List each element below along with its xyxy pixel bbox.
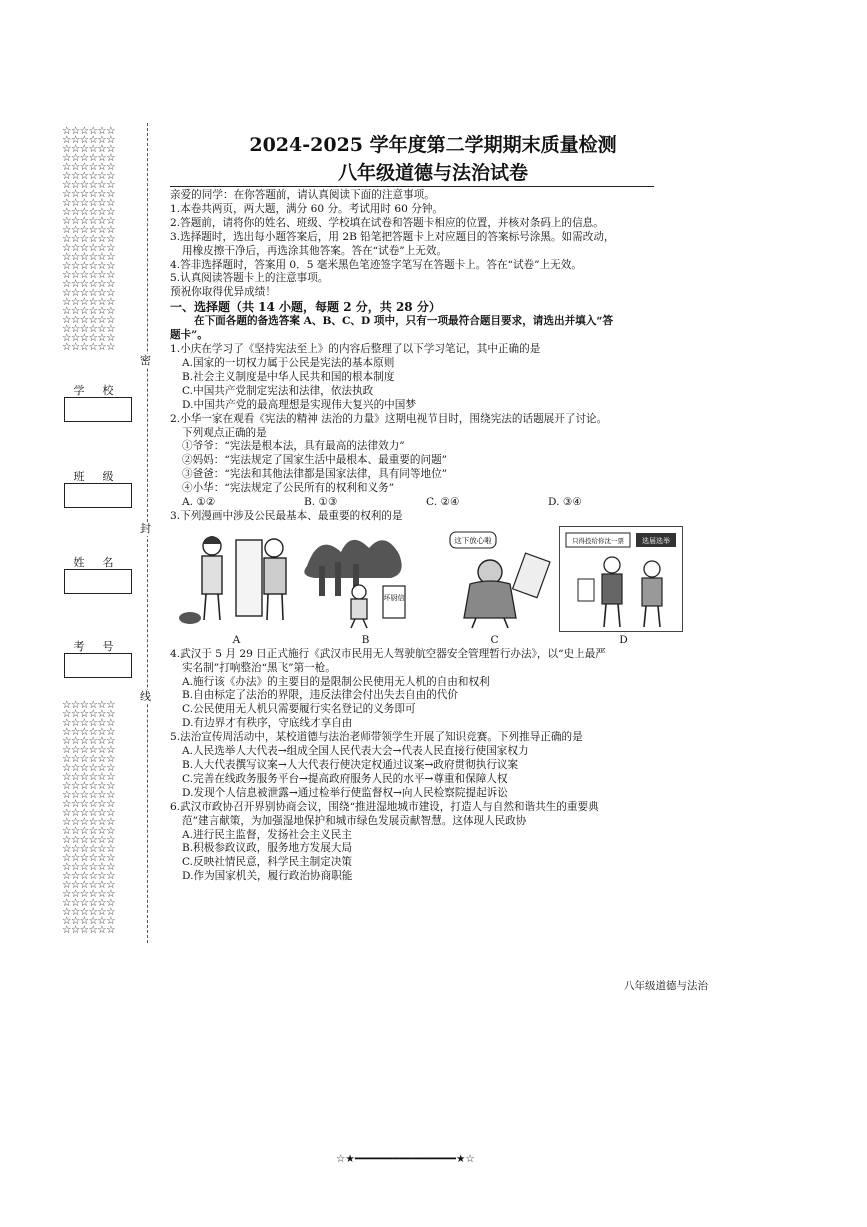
question-option: D.发现个人信息被泄露→通过检举行使监督权→向人民检察院提起诉讼 [182, 786, 508, 799]
cartoon-b-drawing [301, 526, 423, 630]
cartoon-c-bubble: 这下放心啦 [454, 535, 492, 545]
bottom-decoration: ☆★━━━━━━━━━━━━━━━━★☆ [336, 1153, 475, 1165]
cartoon-b [301, 526, 423, 630]
seal-char-feng: 封 [140, 522, 151, 535]
field-label-class: 班级 [73, 470, 132, 483]
question-stem: 5.法治宣传周活动中，某校道德与法治老师带领学生开展了知识竞赛。下列推导正确的是 [170, 731, 583, 744]
notice-line: 预祝你取得优异成绩！ [170, 286, 276, 299]
question-option: B.自由标定了法治的界限，违反法律会付出失去自由的代价 [182, 689, 458, 702]
field-box-class[interactable] [64, 483, 132, 508]
notice-line: 1.本卷共两页，两大题，满分 60 分。考试用时 60 分钟。 [170, 202, 444, 215]
question-option: C.中国共产党制定宪法和法律，依法执政 [182, 384, 374, 397]
field-box-exam-number[interactable] [64, 653, 132, 678]
notice-line: 3.选择题时，选出每小题答案后，用 2B 铅笔把答题卡上对应题目的答案标号涂黑。如需改动， [170, 230, 615, 243]
page-footer-label: 八年级道德与法治 [624, 980, 708, 992]
cartoon-b-sign: 坏厨信 [383, 593, 405, 602]
question-item: ④小华：“宪法规定了公民所有的权利和义务” [182, 482, 395, 495]
notice-line: 5.认真阅读答题卡上的注意事项。 [170, 272, 329, 285]
question-choices [170, 496, 690, 510]
field-box-school[interactable] [64, 397, 132, 422]
question-option: B.积极参政议政，服务地方发展大局 [182, 842, 353, 855]
field-label-school: 学校 [73, 384, 132, 397]
question-stem: 6.武汉市政协召开界别协商会议，围绕“推进湿地城市建设，打造人与自然和谐共生的重要典 [170, 800, 599, 813]
section-instruction: 在下面各题的备选答案 A、B、C、D 项中，只有一项最符合题目要求，请选出并填入“答 [194, 315, 614, 328]
question-stem: 3.下列漫画中涉及公民最基本、最重要的权利的是 [170, 509, 403, 522]
cartoon-d-banner: 只得投给你沈一票 [572, 536, 624, 545]
field-label-exam-number: 考号 [73, 640, 132, 653]
question-stem: 实名制”打响整治“黑飞”第一枪。 [182, 661, 336, 674]
question-option: D.有边界才有秩序，守底线才享自由 [182, 717, 353, 730]
cartoon-d-drawing [560, 527, 682, 631]
cartoon-c [430, 526, 552, 630]
exam-content [170, 189, 690, 884]
choice-d: D. ③④ [548, 496, 582, 509]
question-option: C.反映社情民意，科学民主制定决策 [182, 856, 353, 869]
cartoon-a-drawing [172, 526, 294, 630]
question-stem: 范”建言献策，为加强湿地保护和城市绿色发展贡献智慧。这体现人民政协 [182, 814, 527, 827]
field-label-name: 姓名 [73, 556, 132, 569]
seal-char-mi: 密 [140, 354, 151, 367]
question-option: B.社会主义制度是中华人民共和国的根本制度 [182, 370, 395, 383]
stars-column-bottom: ☆☆☆☆☆☆ ☆☆☆☆☆☆ ☆☆☆☆☆☆ ☆☆☆☆☆☆ ☆☆☆☆☆☆ ☆☆☆☆☆☆ ☆☆☆☆☆☆ ☆☆☆☆☆☆ ☆☆☆☆☆☆ ☆☆☆☆☆☆ ☆☆☆☆☆☆ ☆☆☆☆☆☆ ☆☆☆☆☆☆ ☆☆☆☆☆☆ ☆☆☆☆☆☆ ☆☆☆☆☆☆ ☆☆☆☆☆☆ ☆☆☆☆☆☆ ☆☆☆☆☆☆ ☆☆☆☆☆☆ ☆☆☆☆☆☆ ☆☆☆☆☆☆ ☆☆☆☆☆☆ ☆☆☆☆☆☆ ☆☆☆☆☆☆ ☆☆☆☆☆☆ [62, 699, 115, 936]
choice-c: C. ②④ [426, 496, 460, 509]
question-stem: 1.小庆在学习了《坚持宪法至上》的内容后整理了以下学习笔记，其中正确的是 [170, 343, 541, 356]
section-heading: 一、选择题（共 14 小题，每题 2 分，共 28 分） [170, 300, 441, 315]
question-item: ②妈妈：“宪法规定了国家生活中最根本、最重要的问题” [182, 454, 448, 467]
cartoon-captions [172, 634, 690, 648]
cartoon-caption-b: B [361, 633, 370, 646]
cartoon-c-drawing [430, 526, 552, 630]
field-box-name[interactable] [64, 569, 132, 594]
cartoon-caption-a: A [232, 633, 241, 646]
question-option: D.作为国家机关，履行政治协商职能 [182, 870, 353, 883]
cartoon-d [559, 526, 683, 632]
choice-b: B. ①③ [304, 496, 338, 509]
question-option: B.人大代表撰写议案→人大代表行使决定权通过议案→政府贯彻执行议案 [182, 759, 519, 771]
question-option: D.中国共产党的最高理想是实现伟大复兴的中国梦 [182, 398, 416, 411]
seal-char-xian: 线 [140, 690, 151, 703]
question-option: C.公民使用无人机只需要履行实名登记的义务即可 [182, 703, 416, 716]
stars-column-top: ☆☆☆☆☆☆ ☆☆☆☆☆☆ ☆☆☆☆☆☆ ☆☆☆☆☆☆ ☆☆☆☆☆☆ ☆☆☆☆☆☆ ☆☆☆☆☆☆ ☆☆☆☆☆☆ ☆☆☆☆☆☆ ☆☆☆☆☆☆ ☆☆☆☆☆☆ ☆☆☆☆☆☆ ☆☆☆☆☆☆ ☆☆☆☆☆☆ ☆☆☆☆☆☆ ☆☆☆☆☆☆ ☆☆☆☆☆☆ ☆☆☆☆☆☆ ☆☆☆☆☆☆ ☆☆☆☆☆☆ ☆☆☆☆☆☆ ☆☆☆☆☆☆ ☆☆☆☆☆☆ ☆☆☆☆☆☆ ☆☆☆☆☆☆ [62, 125, 115, 353]
question-stem: 4.武汉于 5 月 29 日正式施行《武汉市民用无人驾驶航空器安全管理暂行办法》，以“史上最严 [170, 647, 606, 660]
question-option: A.国家的一切权力属于公民是宪法的基本原则 [182, 356, 395, 369]
cartoon-row [172, 526, 690, 634]
cartoon-d-sign: 选届选举 [642, 536, 670, 545]
question-option: A.进行民主监督，发扬社会主义民主 [182, 828, 352, 841]
question-stem: 2.小华一家在观看《宪法的精神 法治的力量》这期电视节目时，围绕宪法的话题展开了讨论。 [170, 412, 608, 425]
cartoon-caption-d: D [619, 633, 628, 646]
cartoon-caption-c: C [490, 633, 499, 646]
question-item: ①爷爷：“宪法是根本法，具有最高的法律效力” [182, 440, 405, 453]
notice-line: 4.答非选择题时，答案用 0．5 毫米黑色笔迹签字笔写在答题卡上。答在“试卷”上无效。 [170, 258, 582, 271]
choice-a: A. ①② [182, 496, 216, 509]
notice-line: 用橡皮擦干净后，再选涂其他答案。答在“试卷”上无效。 [182, 244, 448, 257]
title-underline [170, 186, 654, 187]
notice-line: 2.答题前，请将你的姓名、班级、学校填在试卷和答题卡相应的位置，并核对条码上的信息。 [170, 216, 604, 229]
cartoon-a [172, 526, 294, 630]
question-item: ③爸爸：“宪法和其他法律都是国家法律，具有同等地位” [182, 468, 448, 481]
question-option: A.人民选举人大代表→组成全国人民代表大会→代表人民直接行使国家权力 [182, 745, 529, 758]
notice-line: 亲爱的同学：在你答题前，请认真阅读下面的注意事项。 [170, 189, 435, 201]
question-option: A.施行该《办法》的主要目的是限制公民使用无人机的自由和权利 [182, 675, 490, 688]
exam-title-line2: 八年级道德与法治试卷 [337, 162, 528, 184]
section-instruction: 题卡”。 [170, 329, 208, 342]
exam-title-line1: 2024-2025 学年度第二学期期末质量检测 [249, 134, 617, 156]
question-option: C.完善在线政务服务平台→提高政府服务人民的水平→尊重和保障人权 [182, 772, 508, 785]
question-stem: 下列观点正确的是 [182, 426, 267, 439]
